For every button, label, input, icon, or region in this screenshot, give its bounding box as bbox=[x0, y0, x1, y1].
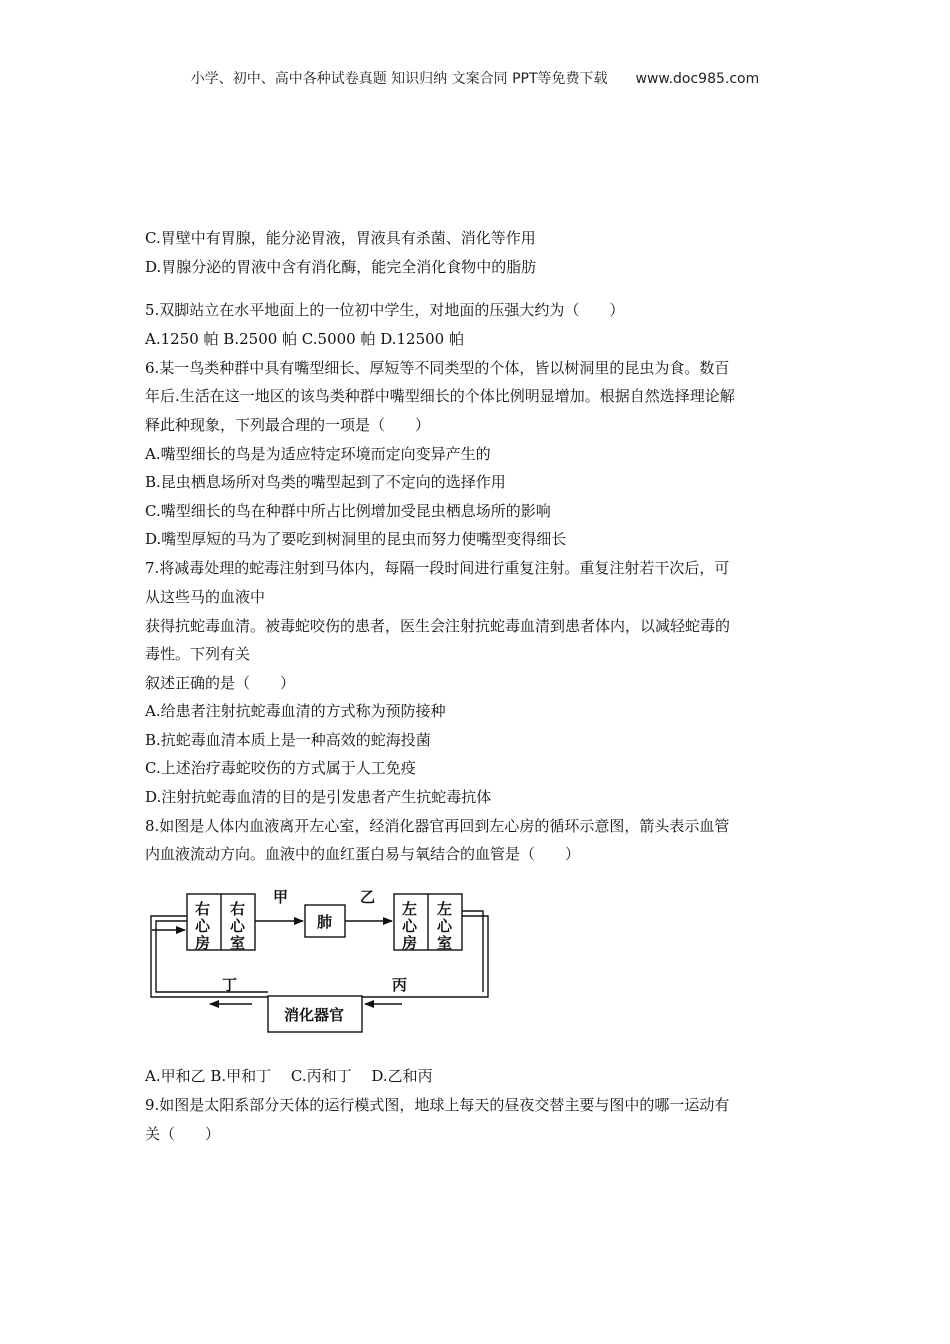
text-line: B.抗蛇毒血清本质上是一种高效的蛇海投菌 bbox=[145, 731, 431, 749]
vessel-label-ding: 丁 bbox=[222, 976, 238, 994]
left-atrium-char: 左 bbox=[402, 900, 418, 918]
vessel-label-bing: 丙 bbox=[392, 976, 408, 994]
vessel-label-yi: 乙 bbox=[360, 888, 376, 906]
text-line: D.胃腺分泌的胃液中含有消化酶，能完全消化食物中的脂肪 bbox=[145, 258, 537, 276]
text-line: 8.如图是人体内血液离开左心室，经消化器官再回到左心房的循环示意图，箭头表示血管 bbox=[145, 817, 730, 835]
lung-label: 肺 bbox=[317, 913, 333, 931]
text-line: 从这些马的血液中 bbox=[145, 588, 266, 606]
vessel-label-jia: 甲 bbox=[273, 888, 289, 906]
text-line: D.注射抗蛇毒血清的目的是引发患者产生抗蛇毒抗体 bbox=[145, 788, 492, 806]
text-line: 5.双脚站立在水平地面上的一位初中学生，对地面的压强大约为（ ） bbox=[145, 301, 625, 319]
digestive-organ-label: 消化器官 bbox=[284, 1006, 345, 1024]
circulation-diagram bbox=[140, 880, 500, 1050]
text-line: C.胃壁中有胃腺，能分泌胃液，胃液具有杀菌、消化等作用 bbox=[145, 229, 536, 247]
right-atrium-char: 右 bbox=[195, 900, 211, 918]
text-line: C.上述治疗毒蛇咬伤的方式属于人工免疫 bbox=[145, 759, 416, 777]
text-line: 7.将减毒处理的蛇毒注射到马体内，每隔一段时间进行重复注射。重复注射若干次后，可 bbox=[145, 559, 730, 577]
text-line: A.嘴型细长的鸟是为适应特定环境而定向变异产生的 bbox=[145, 445, 491, 463]
text-line: 年后.生活在这一地区的该鸟类种群中嘴型细长的个体比例明显增加。根据自然选择理论解 bbox=[145, 387, 735, 405]
text-line: B.昆虫栖息场所对鸟类的嘴型起到了不定向的选择作用 bbox=[145, 473, 506, 491]
left-ventricle-char: 左 bbox=[437, 900, 453, 918]
text-line: 关（ ） bbox=[145, 1125, 221, 1143]
left-ventricle-char: 室 bbox=[437, 934, 453, 952]
text-line: 毒性。下列有关 bbox=[145, 645, 251, 663]
text-line: C.嘴型细长的鸟在种群中所占比例增加受昆虫栖息场所的影响 bbox=[145, 502, 551, 520]
text-line: A.甲和乙 B.甲和丁 C.丙和丁 D.乙和丙 bbox=[145, 1067, 433, 1085]
text-line: A.1250 帕 B.2500 帕 C.5000 帕 D.12500 帕 bbox=[145, 330, 464, 348]
right-ventricle-char: 右 bbox=[230, 900, 246, 918]
left-atrium-char: 房 bbox=[402, 934, 418, 952]
text-line: A.给患者注射抗蛇毒血清的方式称为预防接种 bbox=[145, 702, 446, 720]
right-ventricle-char: 室 bbox=[230, 934, 246, 952]
text-line: 9.如图是太阳系部分天体的运行模式图，地球上每天的昼夜交替主要与图中的哪一运动有 bbox=[145, 1096, 730, 1114]
text-line: D.嘴型厚短的马为了要吃到树洞里的昆虫而努力使嘴型变得细长 bbox=[145, 530, 567, 548]
text-line: 6.某一鸟类种群中具有嘴型细长、厚短等不同类型的个体，皆以树洞里的昆虫为食。数百 bbox=[145, 359, 730, 377]
page-header bbox=[0, 68, 950, 88]
header-site: www.doc985.com bbox=[635, 71, 760, 87]
right-atrium-char: 心 bbox=[195, 917, 211, 935]
right-ventricle-char: 心 bbox=[230, 917, 246, 935]
text-line: 叙述正确的是（ ） bbox=[145, 674, 296, 692]
right-atrium-char: 房 bbox=[195, 934, 211, 952]
text-line: 获得抗蛇毒血清。被毒蛇咬伤的患者，医生会注射抗蛇毒血清到患者体内，以减轻蛇毒的 bbox=[145, 617, 731, 635]
text-line: 释此种现象，下列最合理的一项是（ ） bbox=[145, 416, 431, 434]
text-line: 内血液流动方向。血液中的血红蛋白易与氧结合的血管是（ ） bbox=[145, 845, 581, 863]
left-atrium-char: 心 bbox=[402, 917, 418, 935]
left-ventricle-char: 心 bbox=[437, 917, 453, 935]
header-title: 小学、初中、高中各种试卷真题 知识归纳 文案合同 PPT等免费下载 bbox=[190, 71, 608, 87]
